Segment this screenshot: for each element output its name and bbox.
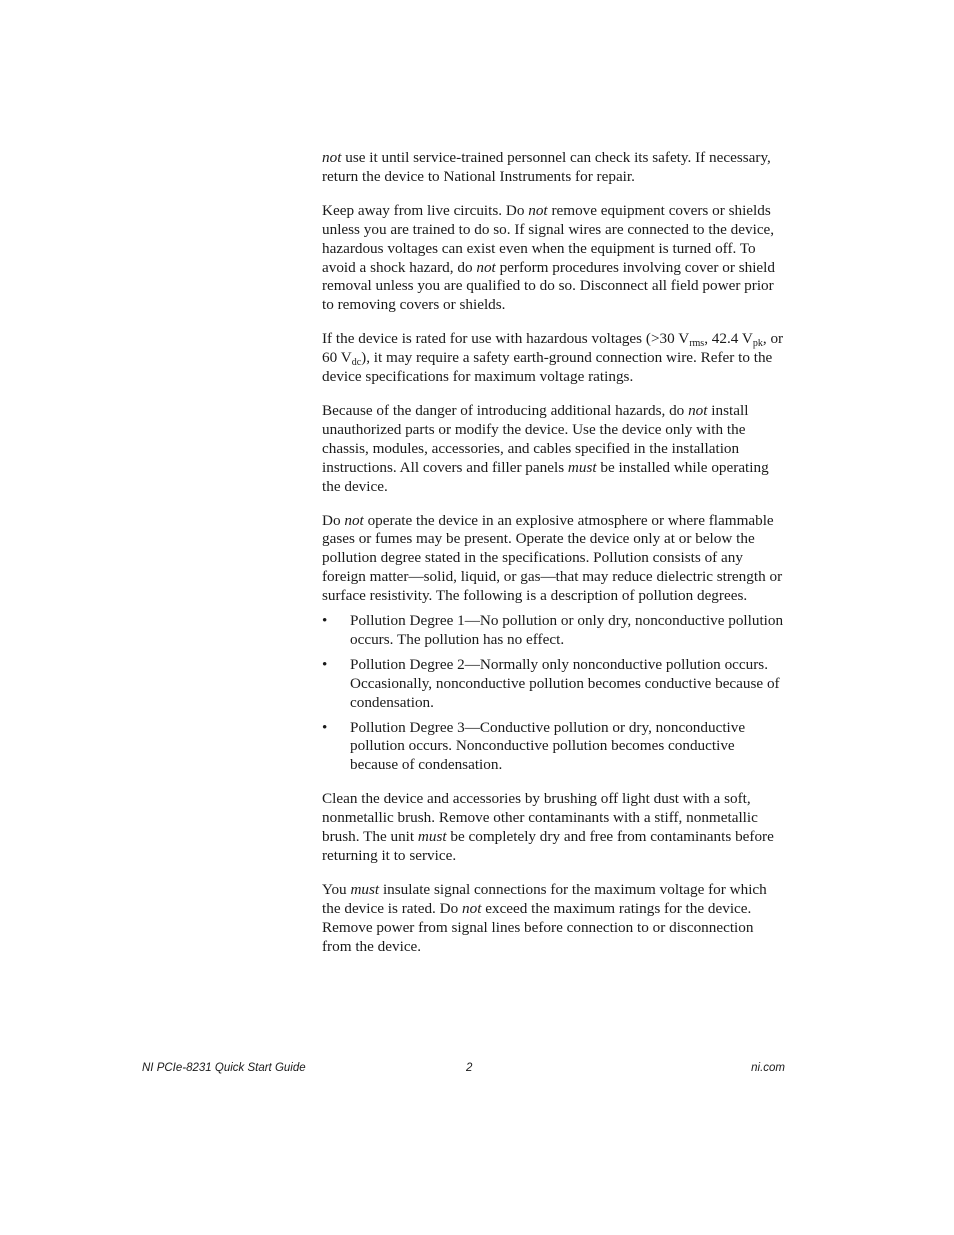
footer-document-title: NI PCIe-8231 Quick Start Guide: [142, 1062, 306, 1074]
list-item: [322, 612, 785, 650]
text-span: operate the device in an explosive atmosphere or where flammable gases or fumes may be present. Operate the device only at or below the pollution degree stated in the specifications. Pollution consists of any foreign matter—solid, liquid, or gas—that may reduce dielectric strength or surface resistivity. The following is a description of pollution degrees.: [322, 511, 783, 605]
text-span: insulate signal connections for the maximum voltage for which the device is rated. Do: [322, 880, 767, 917]
text-span: Clean the device and accessories by brushing off light dust with a soft, nonmetallic brush. Remove other contaminants with a stiff, nonmetallic brush. The unit: [322, 790, 758, 846]
list-item: [322, 719, 785, 776]
document-body: [322, 149, 785, 972]
subscript-pk: pk: [752, 338, 763, 350]
paragraph-repair-notice: [322, 149, 785, 187]
paragraph-explosive-atmosphere: [322, 512, 785, 607]
paragraph-insulation: [322, 881, 785, 957]
text-span: , 42.4 V: [704, 330, 753, 348]
text-span: remove equipment covers or shields unless you are trained to do so. If signal wires are connected to the device, hazardous voltages can exist even when the equipment is turned off. To avoid a shock hazard, do: [322, 201, 775, 276]
paragraph-hazardous-voltages: [322, 330, 785, 387]
list-item: [322, 656, 785, 713]
text-span: If the device is rated for use with hazardous voltages (>30 V: [322, 330, 690, 348]
subscript-dc: dc: [351, 357, 362, 369]
emphasis-not: not: [344, 511, 364, 529]
text-span: You: [322, 880, 351, 898]
text-span: Do: [322, 511, 345, 529]
text-span: be installed while operating the device.: [322, 458, 769, 495]
footer-website: ni.com: [751, 1062, 785, 1074]
text-span: Because of the danger of introducing additional hazards, do: [322, 401, 689, 419]
text-span: , or 60 V: [322, 330, 784, 367]
emphasis-not: not: [528, 201, 548, 219]
bullet-marker: •: [322, 718, 328, 736]
text-span: exceed the maximum ratings for the device. Remove power from signal lines before connection to or disconnection from the device.: [322, 899, 754, 955]
emphasis-not: not: [322, 149, 342, 166]
text-span: use it until service-trained personnel can check its safety. If necessary, return the device to National Instruments for repair.: [322, 149, 771, 185]
bullet-marker: •: [322, 655, 328, 673]
text-span: ), it may require a safety earth-ground connection wire. Refer to the device specifications for maximum voltage ratings.: [322, 349, 773, 386]
text-span: perform procedures involving cover or shield removal unless you are qualified to do so. Disconnect all field power prior to removing covers or shields.: [322, 258, 775, 314]
emphasis-must: must: [417, 828, 447, 846]
text-span: be completely dry and free from contaminants before returning it to service.: [322, 828, 774, 864]
footer-page-number: 2: [466, 1062, 473, 1074]
paragraph-live-circuits: [322, 202, 785, 315]
list-item-text: Pollution Degree 2—Normally only nonconductive pollution occurs. Occasionally, nonconductive pollution becomes conductive because of condensation.: [350, 655, 780, 711]
emphasis-not: not: [476, 258, 496, 276]
emphasis-must: must: [350, 880, 380, 898]
text-span: install unauthorized parts or modify the device. Use the device only with the chassis, modules, accessories, and cables specified in the installation instructions. All covers and filler panels: [322, 401, 749, 476]
list-item-text: Pollution Degree 3—Conductive pollution or dry, nonconductive pollution occurs. Nonconductive pollution becomes conductive because of condensation.: [350, 718, 746, 774]
paragraph-unauthorized-parts: [322, 402, 785, 497]
paragraph-cleaning: [322, 790, 785, 866]
bullet-marker: •: [322, 612, 328, 630]
emphasis-not: not: [462, 899, 482, 917]
subscript-rms: rms: [689, 338, 705, 350]
emphasis-not: not: [688, 401, 708, 419]
text-span: Keep away from live circuits. Do: [322, 201, 529, 219]
list-item-text: Pollution Degree 1—No pollution or only dry, nonconductive pollution occurs. The pollution has no effect.: [350, 612, 784, 648]
emphasis-must: must: [567, 458, 597, 476]
pollution-degree-list: [322, 612, 785, 775]
